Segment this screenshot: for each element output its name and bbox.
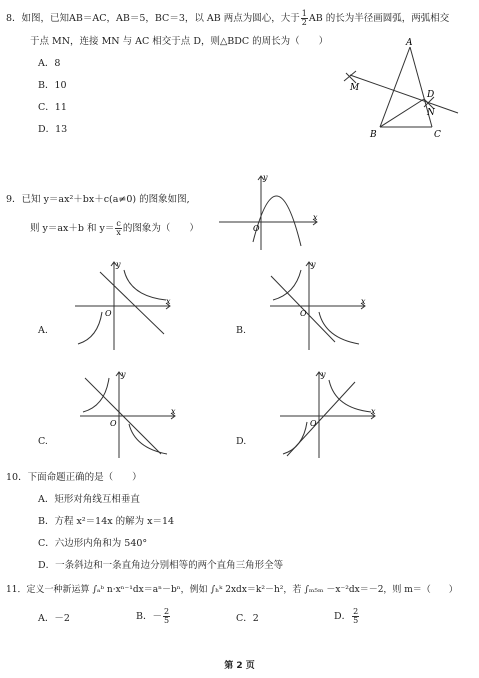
q10-option-a: A．矩形对角线互相垂直 <box>38 494 140 505</box>
svg-text:O: O <box>310 419 317 428</box>
q8-triangle-figure <box>330 35 470 145</box>
q8-stem-line2: 于点 MN，连接 MN 与 AC 相交于点 D，则△BDC 的周长为（ ） <box>30 36 329 47</box>
q8-stem-line1: 8．如图，已知AB＝AC，AB＝5，BC＝3，以 AB 两点为圆心，大于 $\frac{1}{2}$ AB 的长为半径画圆弧，两弧相交 <box>6 9 450 27</box>
q11-stem: 11．定义一种新运算 ∫ₐᵇ n·xⁿ⁻¹dx＝aⁿ－bⁿ，例如 ∫ₕᵏ 2xdx＝k²－h²，若 ∫ₘ₅ₘ －x⁻²dx＝－2，则 m＝（ ） <box>6 585 458 595</box>
q8-option-a: A．8 <box>38 58 61 69</box>
q9-option-a-label: A. <box>38 325 48 336</box>
svg-text:x: x <box>313 213 318 222</box>
svg-text:x: x <box>166 297 171 306</box>
svg-text:O: O <box>105 309 112 318</box>
q9-parabola-figure <box>215 172 325 254</box>
svg-text:y: y <box>116 260 121 269</box>
q11-option-d: D． $\frac{2}{5}$ <box>334 607 359 625</box>
q9-option-c-graph <box>75 368 180 460</box>
q8-option-c: C．11 <box>38 102 67 113</box>
label-B: B <box>370 130 377 140</box>
svg-text:O: O <box>110 419 117 428</box>
q10-option-d: D．一条斜边和一条直角边分别相等的两个直角三角形全等 <box>38 560 284 571</box>
q9-option-b-label: B. <box>236 325 247 336</box>
q9-stem-line1: 9．已知 y＝ax²＋bx＋c(a≠0) 的图象如图, <box>6 194 190 205</box>
svg-text:O: O <box>253 224 260 233</box>
svg-text:x: x <box>171 407 176 416</box>
q8-option-d: D．13 <box>38 124 68 135</box>
label-N: N <box>427 108 435 118</box>
q10-option-c: C．六边形内角和为 540° <box>38 538 148 549</box>
page-number: 第 2 页 <box>224 661 255 671</box>
q8-option-b: B．10 <box>38 80 67 91</box>
label-D: D <box>427 90 435 100</box>
q9-option-b-graph <box>265 258 370 353</box>
svg-text:y: y <box>311 260 316 269</box>
label-C: C <box>434 130 441 140</box>
q9-option-a-graph <box>70 258 175 353</box>
c-over-x-fraction: $\frac{c}{x}$ <box>116 219 121 237</box>
svg-text:y: y <box>321 370 326 379</box>
svg-text:x: x <box>371 407 376 416</box>
q9-option-d-label: D. <box>236 436 247 447</box>
q11-option-b: B．－ $\frac{2}{5}$ <box>136 607 170 625</box>
svg-text:O: O <box>300 309 307 318</box>
label-M: M <box>350 83 360 93</box>
svg-text:y: y <box>263 173 268 182</box>
q10-option-b: B．方程 x²＝14x 的解为 x＝14 <box>38 516 175 527</box>
q9-option-d-graph <box>275 368 380 460</box>
half-fraction: $\frac{1}{2}$ <box>301 9 307 27</box>
svg-text:x: x <box>361 297 366 306</box>
label-A: A <box>406 38 413 48</box>
q9-stem-line2: 则 y＝ax＋b 和 y＝ $\frac{c}{x}$ 的图象为（ ） <box>30 219 199 237</box>
svg-text:y: y <box>121 370 126 379</box>
q11-option-c: C．2 <box>236 613 259 624</box>
q11-option-a: A．－2 <box>38 613 70 624</box>
q9-option-c-label: C. <box>38 436 48 447</box>
q10-stem: 10．下面命题正确的是（ ） <box>6 472 142 483</box>
